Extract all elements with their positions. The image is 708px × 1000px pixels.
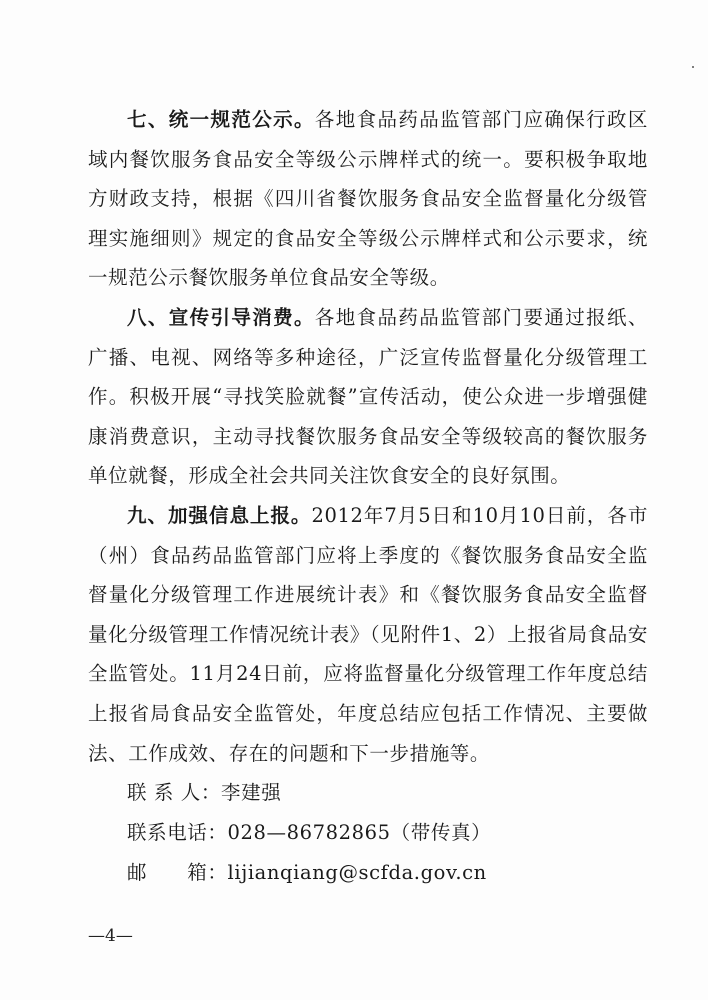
contact-phone-value: 028—86782865（带传真）: [227, 821, 492, 845]
section-heading: 八、宣传引导消费。: [127, 305, 315, 329]
contact-phone: [88, 813, 648, 853]
section-paragraph: [88, 496, 648, 773]
contact-person: [88, 773, 648, 813]
page-number: —4—: [88, 926, 133, 946]
contact-email-label: 邮 箱：: [127, 861, 228, 885]
section-text: 各地食品药品监管部门要通过报纸、广播、电视、网络等多种途径，广泛宣传监督量化分级管理工作。积极开展“寻找笑脸就餐”宣传活动，使公众进一步增强健康消费意识，主动寻找餐饮服务食品安全等级较高的餐饮服务单位就餐，形成全社会共同关注饮食安全的良好氛围。: [88, 305, 648, 488]
section-paragraph: [88, 298, 648, 496]
section-heading: 七、统一规范公示。: [127, 108, 315, 131]
section-heading: 九、加强信息上报。: [127, 503, 312, 527]
section-paragraph: [88, 100, 648, 298]
section-text: 2012年7月5日和10月10日前，各市（州）食品药品监管部门应将上季度的《餐饮服务食品安全监督量化分级管理工作进展统计表》和《餐饮服务食品安全监督量化分级管理工作情况统计表》（见附件1、2）上报省局食品安全监管处。11月24日前，应将监督量化分级管理工作年度总结上报省局食品安全监管处，年度总结应包括工作情况、主要做法、工作成效、存在的问题和下一步措施等。: [88, 503, 648, 765]
contact-person-label: 联 系 人：: [127, 781, 221, 805]
document-body: [88, 100, 648, 893]
contact-email-value: lijianqiang@scfda.gov.cn: [227, 861, 487, 885]
contact-phone-label: 联系电话：: [127, 821, 228, 845]
scan-speck: [692, 66, 694, 68]
contact-email: [88, 853, 648, 893]
contact-person-value: 李建强: [221, 781, 282, 805]
section-text: 各地食品药品监管部门应确保行政区域内餐饮服务食品安全等级公示牌样式的统一。要积极争取地方财政支持，根据《四川省餐饮服务食品安全监督量化分级管理实施细则》规定的食品安全等级公示牌样式和公示要求，统一规范公示餐饮服务单位食品安全等级。: [88, 108, 648, 290]
